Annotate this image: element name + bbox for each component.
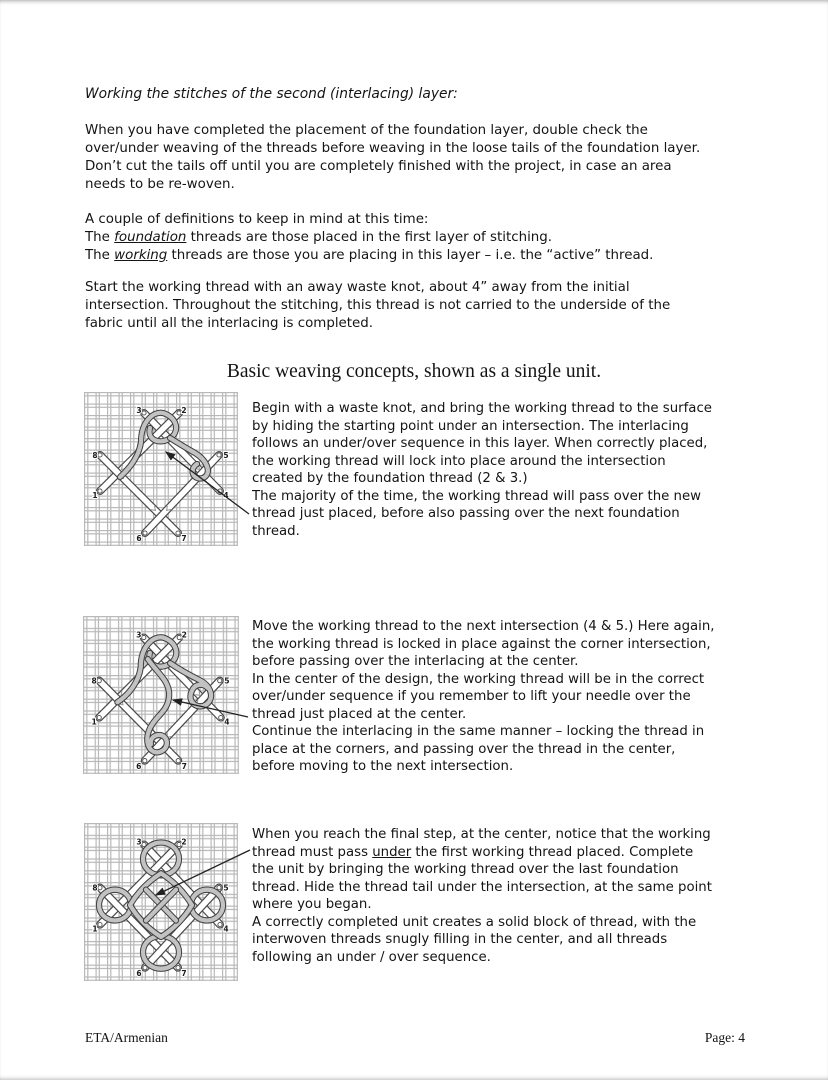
text-line: The majority of the time, the working thread will pass over the new bbox=[252, 488, 702, 504]
step3-line2-pre: thread must pass bbox=[252, 844, 373, 860]
text-line: over/under weaving of the threads before weaving in the loose tails of the foundation layer. bbox=[85, 141, 701, 156]
footer-left: ETA/Armenian bbox=[85, 1030, 168, 1045]
text-line: When you have completed the placement of the foundation layer, double check the bbox=[85, 123, 648, 138]
text-line: thread. bbox=[252, 523, 300, 539]
definition-foundation-line bbox=[85, 229, 653, 247]
text-line: following an under / over sequence. bbox=[252, 949, 491, 965]
thread-number: 8 bbox=[92, 451, 98, 460]
text-line: needs to be re-woven. bbox=[85, 177, 235, 192]
thread-number: 7 bbox=[181, 968, 187, 978]
definition-pre: The bbox=[85, 230, 115, 245]
text-line: Continue the interlacing in the same manner – locking the thread in bbox=[252, 724, 705, 739]
thread-number: 4 bbox=[224, 717, 230, 727]
text-line: before passing over the interlacing at the center. bbox=[252, 654, 579, 669]
step-3-text bbox=[252, 826, 712, 966]
step-2-text bbox=[252, 618, 715, 776]
step3-line2-post: the first working thread placed. Complete bbox=[411, 844, 694, 860]
text-line: A correctly completed unit creates a solid block of thread, with the bbox=[252, 914, 697, 930]
stitch-diagram-1 bbox=[84, 392, 238, 546]
thread-number: 8 bbox=[92, 883, 98, 893]
thread-number: 8 bbox=[91, 676, 97, 686]
definition-working-line bbox=[85, 247, 653, 265]
thread-number: 1 bbox=[91, 717, 97, 727]
thread-number: 2 bbox=[181, 406, 187, 415]
text-line: thread just placed at the center. bbox=[252, 706, 467, 722]
text-line: Don’t cut the tails off until you are completely finished with the project, in case an area bbox=[85, 159, 672, 174]
stitch-diagram-2 bbox=[83, 616, 239, 774]
thread-number: 2 bbox=[181, 630, 187, 640]
thread-number: 7 bbox=[181, 534, 187, 543]
text-line-with-underline bbox=[252, 844, 712, 862]
thread-number: 5 bbox=[223, 883, 229, 893]
paragraph-intro-3 bbox=[85, 279, 670, 333]
text-line: place at the corners, and passing over the thread in the center, bbox=[252, 741, 676, 757]
definition-post: threads are those placed in the first layer of stitching. bbox=[186, 230, 553, 245]
text-line: thread just placed, before also passing over the next foundation bbox=[252, 506, 680, 521]
definitions-lead-line: A couple of definitions to keep in mind at this time: bbox=[85, 212, 429, 227]
thread-number: 1 bbox=[92, 491, 98, 500]
text-line: by hiding the starting point under an intersection. The interlacing bbox=[252, 418, 689, 434]
definition-pre: The bbox=[85, 248, 115, 263]
text-line: When you reach the final step, at the center, notice that the working bbox=[252, 827, 711, 842]
text-line: Begin with a waste knot, and bring the working thread to the surface bbox=[252, 401, 712, 416]
text-line: the working thread is locked in place against the corner intersection, bbox=[252, 636, 711, 652]
term-working: working bbox=[114, 248, 168, 263]
text-line: interwoven threads snugly filling in the center, and all threads bbox=[252, 932, 668, 947]
thread-number: 3 bbox=[136, 406, 142, 415]
text-line: Start the working thread with an away waste knot, about 4” away from the initial bbox=[85, 280, 630, 295]
paragraph-definitions bbox=[85, 211, 653, 265]
thread-number: 6 bbox=[136, 534, 142, 543]
text-line: In the center of the design, the working thread will be in the correct bbox=[252, 671, 705, 687]
text-line: thread. Hide the thread tail under the intersection, at the same point bbox=[252, 879, 712, 895]
thread-number: 7 bbox=[181, 761, 187, 771]
section-heading: Working the stitches of the second (interlacing) layer: bbox=[85, 86, 458, 102]
thread-number: 1 bbox=[92, 924, 98, 934]
thread-number: 6 bbox=[136, 968, 142, 978]
text-line: intersection. Throughout the stitching, this thread is not carried to the underside of the bbox=[85, 298, 671, 313]
text-line: over/under sequence if you remember to lift your needle over the bbox=[252, 689, 691, 704]
thread-number: 4 bbox=[223, 491, 229, 500]
text-line: Move the working thread to the next intersection (4 & 5.) Here again, bbox=[252, 619, 715, 634]
thread-number: 2 bbox=[181, 837, 187, 847]
term-foundation: foundation bbox=[114, 230, 187, 245]
thread-number: 3 bbox=[136, 837, 142, 847]
step-3-text-rest bbox=[252, 861, 712, 966]
thread-number: 5 bbox=[223, 451, 229, 460]
text-line: the working thread will lock into place around the intersection bbox=[252, 453, 666, 469]
thread-number: 3 bbox=[136, 630, 142, 640]
stitch-diagram-3 bbox=[84, 823, 238, 981]
text-line: created by the foundation thread (2 & 3.) bbox=[252, 471, 528, 486]
text-line: follows an under/over sequence in this layer. When correctly placed, bbox=[252, 436, 708, 451]
text-line: before moving to the next intersection. bbox=[252, 759, 514, 774]
thread-number: 4 bbox=[223, 924, 229, 934]
thread-number: 6 bbox=[136, 761, 142, 771]
definition-post: threads are those you are placing in this layer – i.e. the “active” thread. bbox=[167, 248, 654, 263]
figure-title: Basic weaving concepts, shown as a single unit. bbox=[226, 361, 602, 382]
underlined-word-under: under bbox=[372, 844, 412, 860]
thread-number: 5 bbox=[224, 676, 230, 686]
step-1-text bbox=[252, 400, 712, 540]
footer-right: Page: 4 bbox=[704, 1030, 745, 1045]
paragraph-intro-1 bbox=[85, 122, 700, 194]
text-line: fabric until all the interlacing is completed. bbox=[85, 316, 374, 331]
text-line: where you began. bbox=[252, 897, 372, 912]
text-line: the unit by bringing the working thread over the last foundation bbox=[252, 862, 679, 877]
